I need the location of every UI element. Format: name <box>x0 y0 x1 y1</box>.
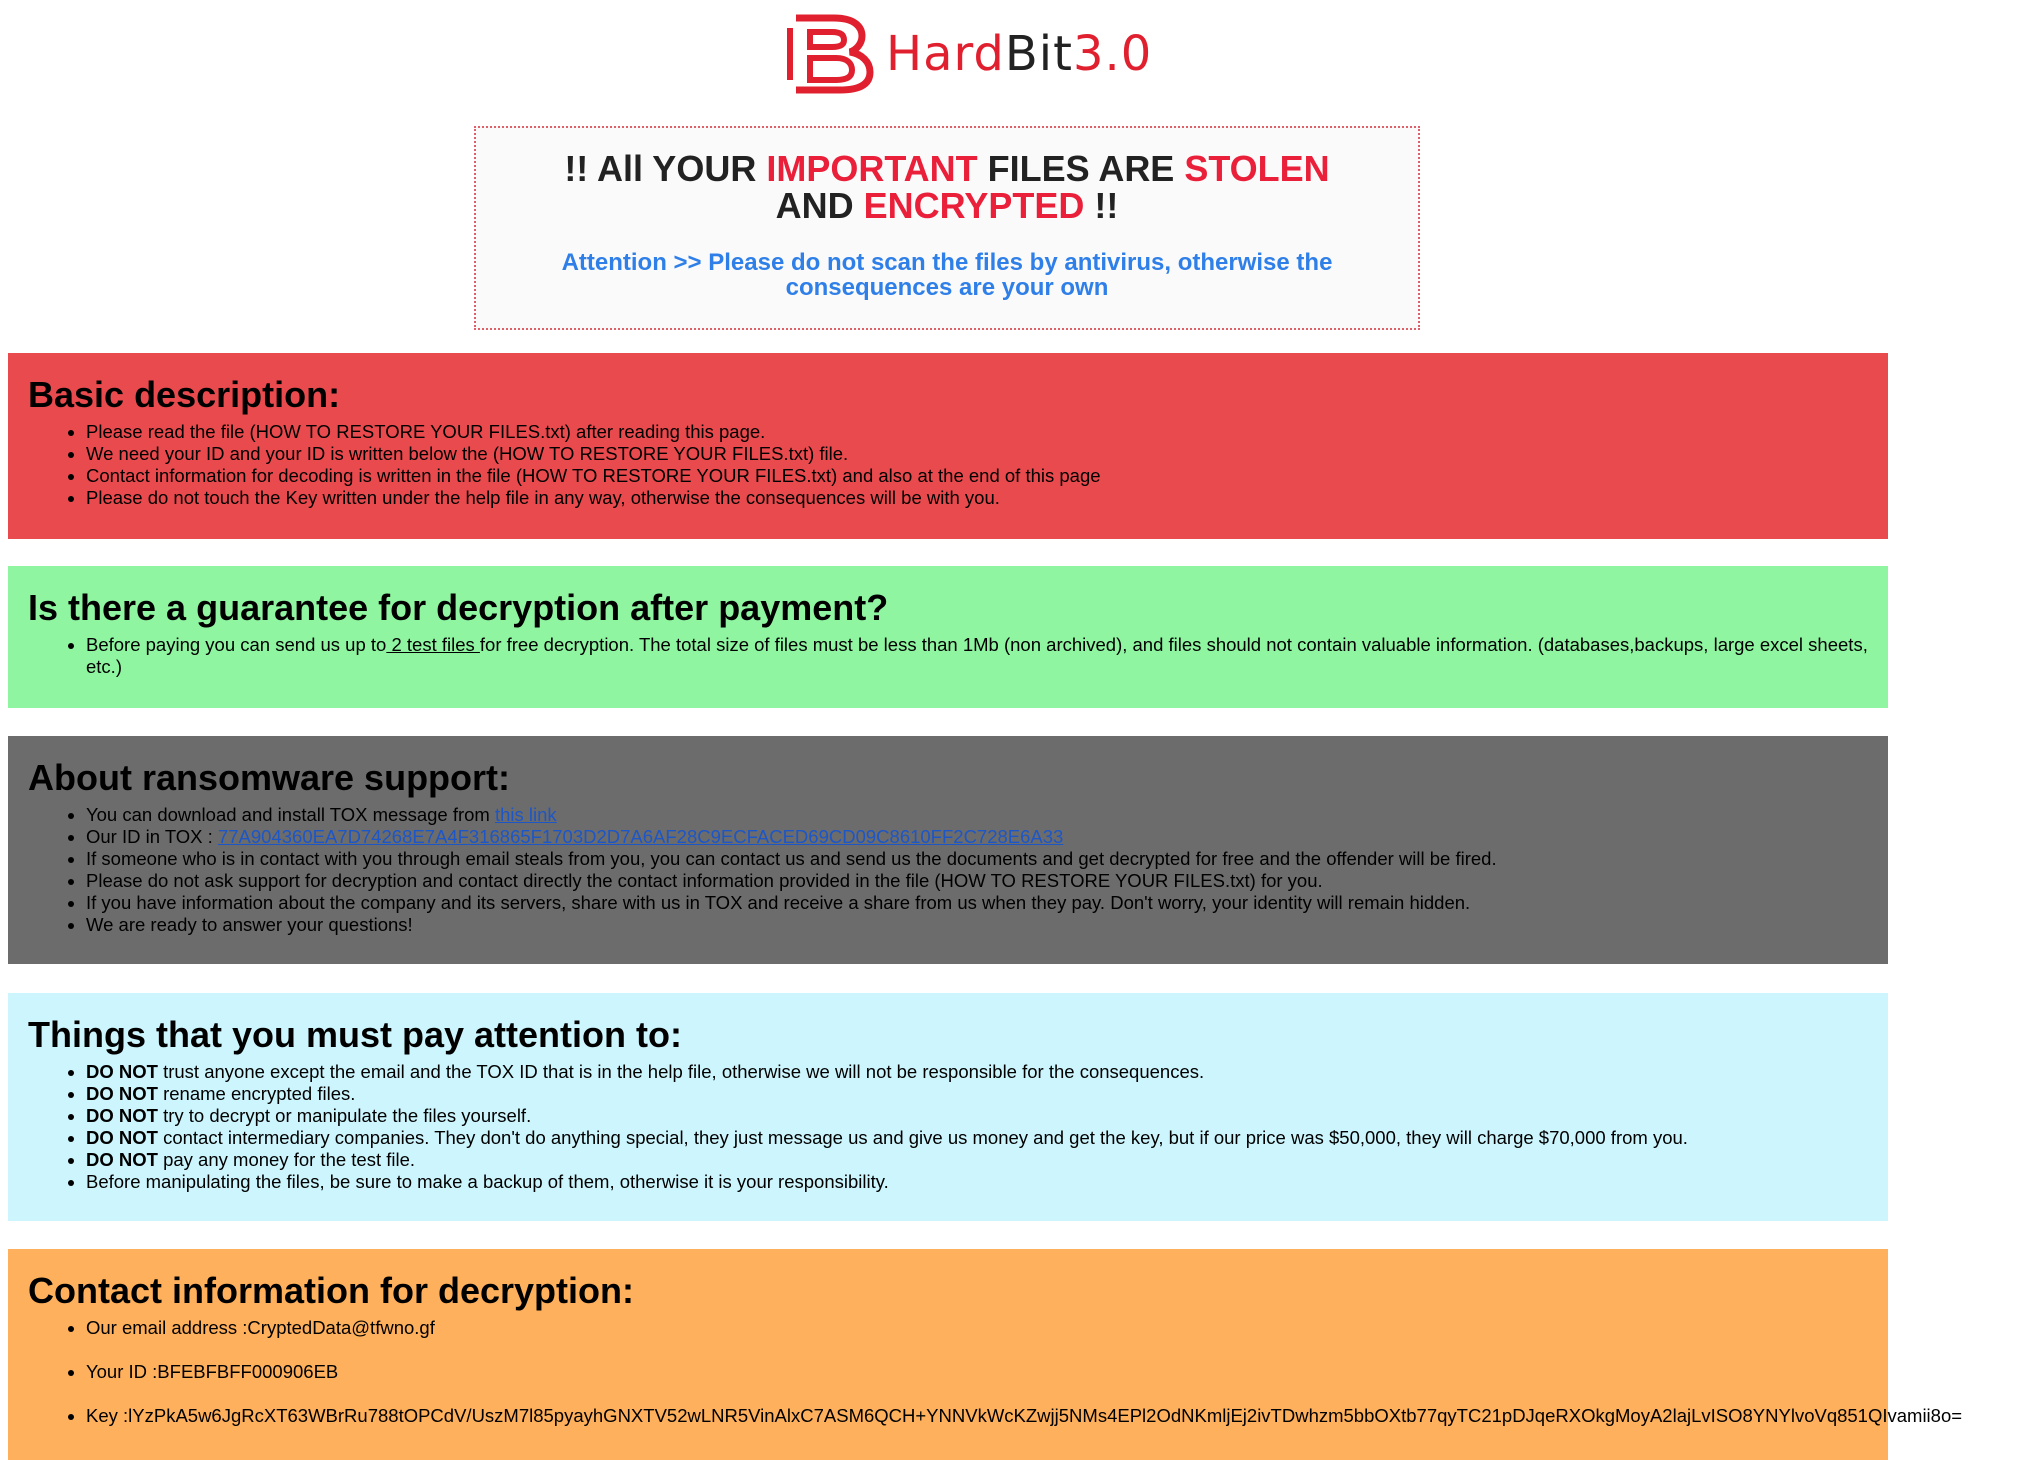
logo-wordmark <box>886 26 1153 82</box>
text: rename encrypted files. <box>157 1083 356 1104</box>
list-item <box>86 1127 1868 1149</box>
tox-id-link[interactable]: 77A904360EA7D74268E7A4F316865F1703D2D7A6AF28C9ECFACED69CD09C8610FF2C728E6A33 <box>217 826 1064 847</box>
basic-description-section <box>8 353 1888 539</box>
warning-text: FILES ARE <box>977 148 1185 189</box>
list-item: • Before manipulating the files, be sure to make a backup of them, otherwise it is your responsibility. <box>86 1171 1868 1193</box>
tox-download-link[interactable]: this link <box>494 804 557 825</box>
list-item <box>86 1083 1868 1105</box>
warning-highlight-important: IMPORTANT <box>766 148 978 189</box>
list-item: • If you have information about the company and its servers, share with us in TOX and receive a share from us when they pay. Don't worry, your identity will remain hidden. <box>86 892 1868 914</box>
list-item <box>86 634 1868 678</box>
section-title: About ransomware support: <box>28 757 511 798</box>
warning-highlight-stolen: STOLEN <box>1184 148 1330 189</box>
list-item <box>86 1061 1868 1083</box>
section-title: Things that you must pay attention to: <box>28 1014 682 1055</box>
do-not-label: DO NOT <box>86 1061 158 1082</box>
list-item <box>86 826 1868 848</box>
warning-title <box>476 150 1418 224</box>
warning-text: AND <box>775 185 864 226</box>
hardbit-logo <box>786 14 1153 94</box>
text: trust anyone except the email and the TOX ID that is in the help file, otherwise we will not be responsible for the consequences. <box>157 1061 1205 1082</box>
do-not-label: DO NOT <box>86 1105 158 1126</box>
logo-text-bit: Bit <box>1004 26 1073 82</box>
logo-text-hard: Hard <box>886 26 1005 82</box>
list-item <box>86 1149 1868 1171</box>
list-item: • Please read the file (HOW TO RESTORE YOUR FILES.txt) after reading this page. <box>86 421 1868 443</box>
text: try to decrypt or manipulate the files yourself. <box>157 1105 532 1126</box>
support-section <box>8 736 1888 964</box>
list-item: • Please do not touch the Key written under the help file in any way, otherwise the consequences will be with you. <box>86 487 1868 509</box>
list-item: • Please do not ask support for decryption and contact directly the contact information provided in the file (HOW TO RESTORE YOUR FILES.txt) for you. <box>86 870 1868 892</box>
text: Before paying you can send us up to <box>86 634 387 655</box>
text: You can download and install TOX message from <box>86 804 495 825</box>
list-item: • Contact information for decoding is written in the file (HOW TO RESTORE YOUR FILES.txt) and also at the end of this page <box>86 465 1868 487</box>
list-item: • If someone who is in contact with you through email steals from you, you can contact us and send us the documents and get decrypted for free and the offender will be fired. <box>86 848 1868 870</box>
attention-notice: Attention >> Please do not scan the files by antivirus, otherwise the consequences are your own <box>561 249 1333 301</box>
list-item: • We are ready to answer your questions! <box>86 914 1868 936</box>
warning-box <box>474 126 1420 330</box>
section-title: Is there a guarantee for decryption after payment? <box>28 587 889 628</box>
contact-section <box>8 1249 1963 1460</box>
do-not-label: DO NOT <box>86 1149 158 1170</box>
list-item <box>86 1105 1868 1127</box>
email-address: • Our email address :CryptedData@tfwno.gf <box>86 1317 1868 1339</box>
your-id: • Your ID :BFEBFBFF000906EB <box>86 1361 1868 1383</box>
do-not-label: DO NOT <box>86 1127 158 1148</box>
do-not-label: DO NOT <box>86 1083 158 1104</box>
attention-section <box>8 993 1888 1221</box>
logo-text-version: 3.0 <box>1072 26 1153 82</box>
text: for free decryption. The total size of files must be less than 1Mb (non archived), and files should not contain valuable information. (databases,backups, large excel sheets, etc.) <box>86 634 1868 677</box>
list-item <box>86 804 1868 826</box>
text: contact intermediary companies. They don't do anything special, they just message us and give us money and get the key, but if our price was $50,000, they will charge $70,000 from you. <box>157 1127 1688 1148</box>
section-title: Basic description: <box>28 374 341 415</box>
warning-text: !! <box>1084 185 1119 226</box>
guarantee-list <box>28 634 1868 678</box>
decryption-key: • Key :lYzPkA5w6JgRcXT63WBrRu788tOPCdV/UszM7l85pyayhGNXTV52wLNR5VinAlxC7ASM6QCH+YNNVkWcKZwjj5NMs4EPl2OdNKmljEj2ivTDwhzm5bbOXtb77qyTC21pDJqeRXOkgMoyA2lajLvISO8YNYlvoVq851QIvamii8o= <box>86 1405 1868 1427</box>
attention-list <box>28 1061 1868 1193</box>
hardbit-b-logo-icon <box>786 14 878 94</box>
basic-description-list <box>28 421 1868 509</box>
test-files-text: 2 test files <box>386 634 480 655</box>
text: pay any money for the test file. <box>157 1149 416 1170</box>
section-title: Contact information for decryption: <box>28 1270 634 1311</box>
contact-list <box>28 1317 1963 1427</box>
warning-text: !! All YOUR <box>564 148 767 189</box>
support-list <box>28 804 1868 936</box>
list-item: • We need your ID and your ID is written below the (HOW TO RESTORE YOUR FILES.txt) file. <box>86 443 1868 465</box>
guarantee-section <box>8 566 1888 708</box>
text: Our ID in TOX : <box>86 826 218 847</box>
warning-highlight-encrypted: ENCRYPTED <box>863 185 1085 226</box>
